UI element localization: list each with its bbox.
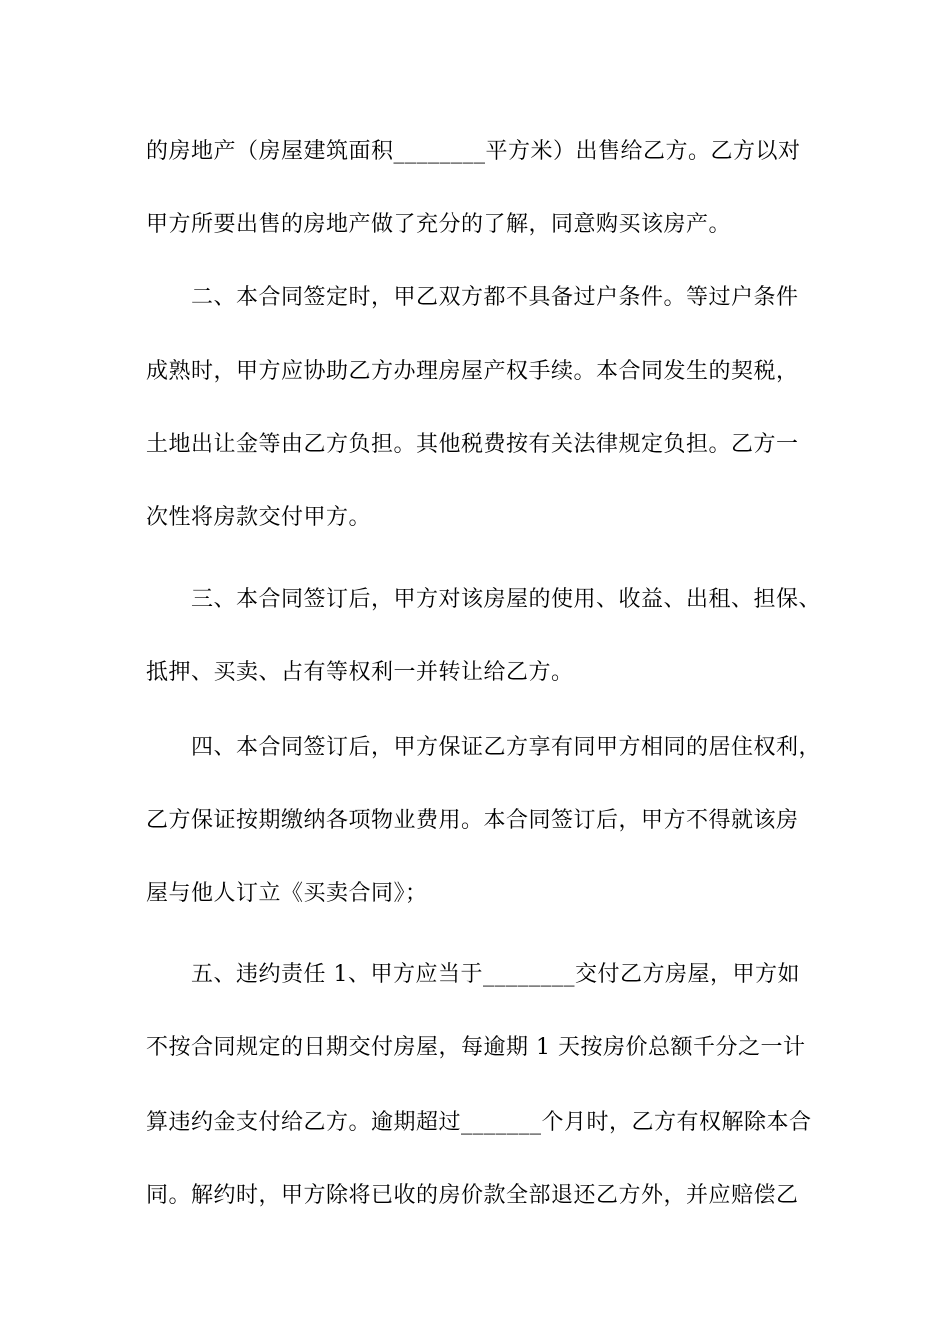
text-line: 的房地产（房屋建筑面积________平方米）出售给乙方。乙方以对 [146,139,801,164]
text-line: 算违约金支付给乙方。逾期超过_______个月时，乙方有权解除本合 [146,1110,812,1135]
text-line: 三、本合同签订后，甲方对该房屋的使用、收益、出租、担保、 [146,587,822,612]
text-line: 五、违约责任 1、甲方应当于________交付乙方房屋，甲方如 [146,962,800,987]
text-line: 抵押、买卖、占有等权利一并转让给乙方。 [146,660,574,685]
text-line: 成熟时，甲方应协助乙方办理房屋产权手续。本合同发生的契税， [146,359,799,384]
text-line: 土地出让金等由乙方负担。其他税费按有关法律规定负担。乙方一 [146,432,799,457]
text-line: 屋与他人订立《买卖合同》； [146,881,428,906]
text-line: 不按合同规定的日期交付房屋，每逾期 1 天按房价总额千分之一计 [146,1035,806,1060]
text-line: 同。解约时，甲方除将已收的房价款全部退还乙方外，并应赔偿乙 [146,1183,799,1208]
text-line: 甲方所要出售的房地产做了充分的了解，同意购买该房产。 [146,212,732,237]
text-line: 四、本合同签订后，甲方保证乙方享有同甲方相同的居住权利， [146,735,822,760]
text-line: 次性将房款交付甲方。 [146,505,372,530]
text-line: 二、本合同签定时，甲乙双方都不具备过户条件。等过户条件 [146,285,799,310]
text-line: 乙方保证按期缴纳各项物业费用。本合同签订后，甲方不得就该房 [146,808,799,833]
